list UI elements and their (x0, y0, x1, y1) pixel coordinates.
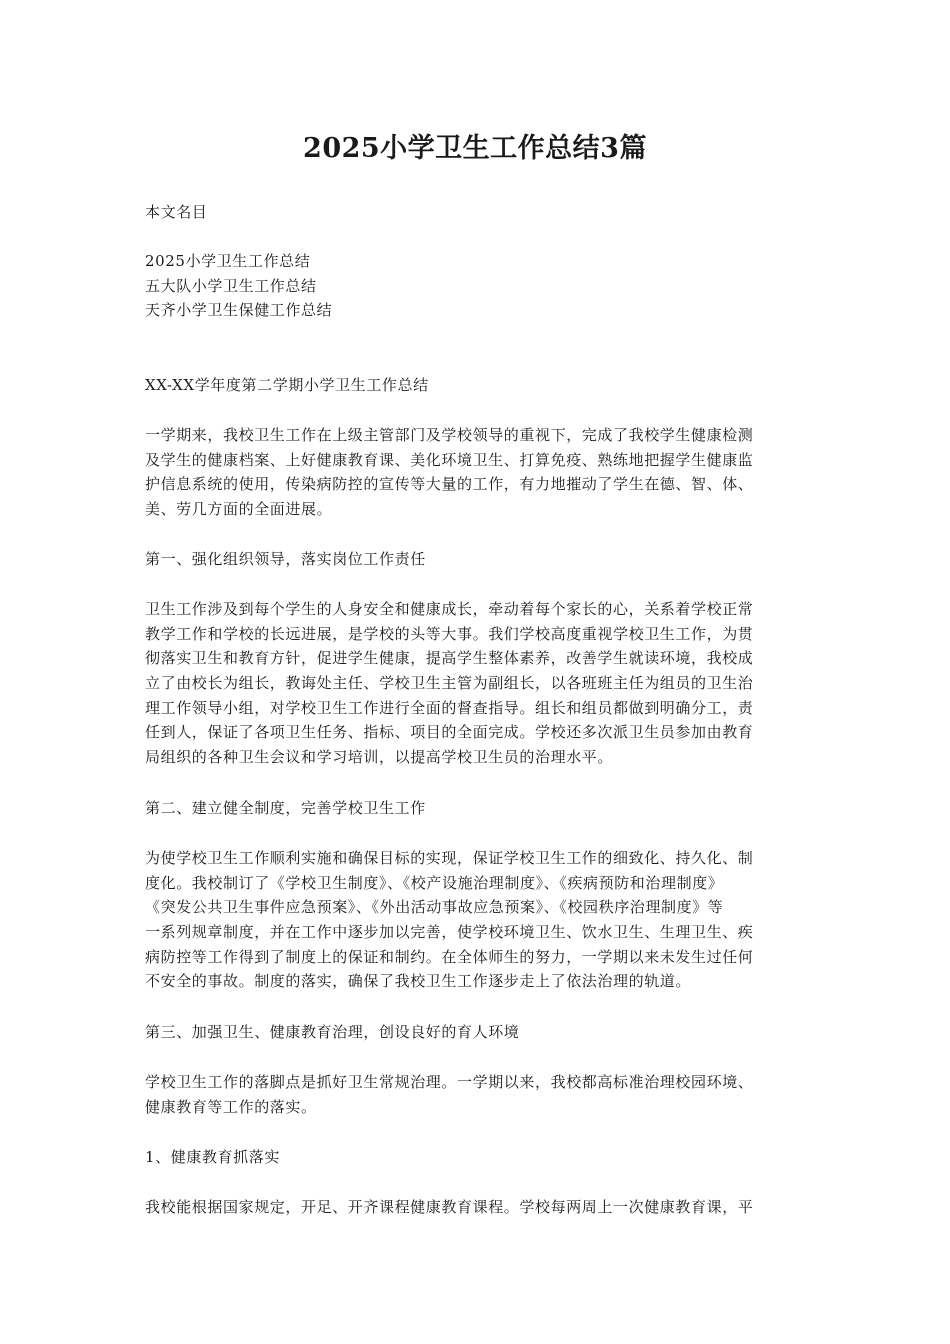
toc-heading: 本文名目 (145, 203, 208, 221)
paragraph-organization: 卫生工作涉及到每个学生的人身安全和健康成长，牵动着每个家长的心，关系着学校正常 教学工作和学校的长远进展，是学校的头等大事。我们学校高度重视学校卫生工作，为贯 彻落实卫生和教育方针，促进学生健康，提高学生整体素养，改善学生就读环境，我校成 立了由校长为组长，教诲处主任、学校卫生主管为副组长，以各班班主任为组员的卫生治 理工作领导小组，对学校卫生工作进行全面的督查指导。组长和组员都做到明确分工，责 任到人，保证了各项卫生任务、指标、项目的全面完成。学校还多次派卫生员参加由教育 局组织的各种卫生会议和学习培训，以提高学校卫生员的治理水平。 (145, 600, 754, 767)
toc-item: 五大队小学卫生工作总结 (145, 276, 317, 295)
paragraph-management: 学校卫生工作的落脚点是抓好卫生常规治理。一学期以来，我校都高标准治理校园环境、 健康教育等工作的落实。 (145, 1073, 754, 1116)
heading-second: 第二、建立健全制度，完善学校卫生工作 (145, 799, 426, 817)
section-title: XX-XX学年度第二学期小学卫生工作总结 (145, 376, 429, 394)
paragraph-health-education: 我校能根据国家规定，开足、开齐课程健康教育课程。学校每两周上一次健康教育课，平 (145, 1198, 754, 1216)
heading-subsection-1: 1、健康教育抓落实 (145, 1148, 280, 1166)
document-title: 2025小学卫生工作总结3篇 (303, 133, 647, 164)
toc-item: 2025小学卫生工作总结 (145, 252, 311, 270)
toc-list (145, 249, 810, 323)
heading-third: 第三、加强卫生、健康教育治理，创设良好的育人环境 (145, 1023, 520, 1041)
paragraph-rules: 为使学校卫生工作顺利实施和确保目标的实现，保证学校卫生工作的细致化、持久化、制 度化。我校制订了《学校卫生制度》、《校产设施治理制度》、《疾病预防和治理制度》 《突发公共卫生事件应急预案》、《外出活动事故应急预案》、《校园秩序治理制度》等 一系列规章制度，并在工作中逐步加以完善，使学校环境卫生、饮水卫生、生理卫生、疾 病防控等工作得到了制度上的保证和制约。在全体师生的努力，一学期以来未发生过任何 不安全的事故。制度的落实，确保了我校卫生工作逐步走上了依法治理的轨道。 (145, 849, 754, 991)
toc-item: 天齐小学卫生保健工作总结 (145, 301, 333, 320)
paragraph-intro: 一学期来，我校卫生工作在上级主管部门及学校领导的重视下，完成了我校学生健康检测 及学生的健康档案、上好健康教育课、美化环境卫生、打算免疫、熟练地把握学生健康监 护信息系统的使用，传染病防控的宣传等大量的工作，有力地摧动了学生在德、智、体、 美、劳几方面的全面进展。 (145, 426, 754, 519)
heading-first: 第一、强化组织领导，落实岗位工作责任 (145, 550, 426, 568)
